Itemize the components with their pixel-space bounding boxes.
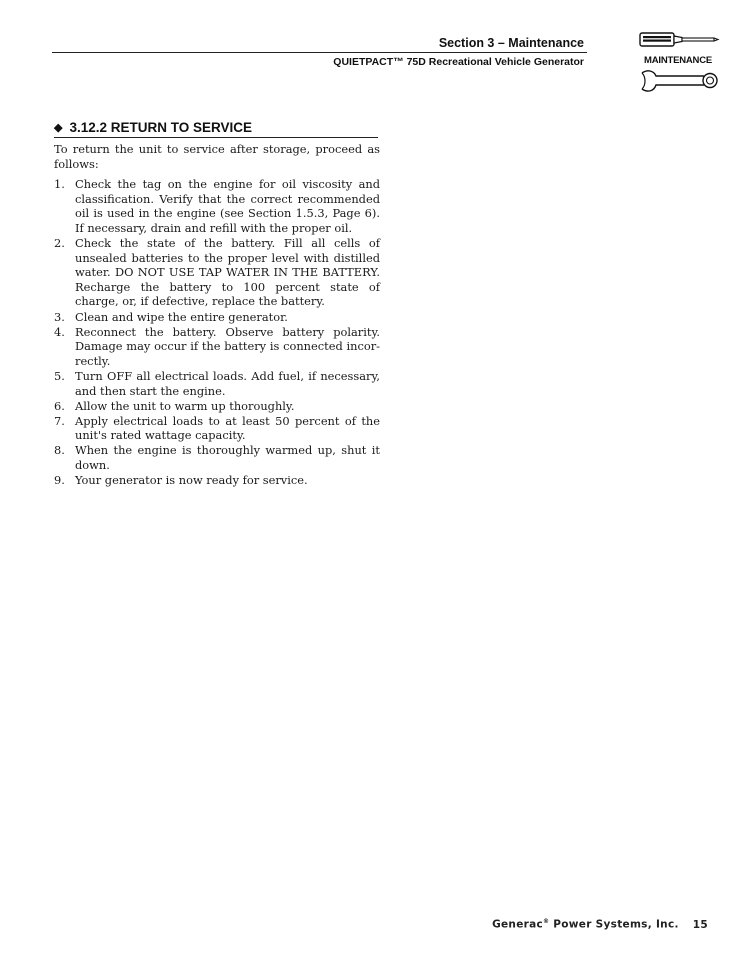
subsection-heading [54,120,378,138]
list-item [54,325,380,369]
step-number: 7. [54,413,65,428]
registered-mark: ® [543,918,550,925]
page-footer [492,918,708,931]
tab-label: MAINTENANCE [644,55,712,66]
step-number: 4. [54,324,65,339]
step-text: Reconnect the battery. Observe battery polarity. Damage may occur if the battery is connected incor-rectly. [75,324,380,368]
section-title: Section 3 – Maintenance [438,36,584,50]
header-rule [52,52,587,53]
step-text: Clean and wipe the entire generator. [75,309,288,324]
list-item [54,236,380,309]
step-number: 3. [54,309,65,324]
diamond-bullet-icon: ◆ [54,122,63,134]
list-item [54,177,380,235]
page-number: 15 [692,918,708,931]
step-text: Your generator is now ready for service. [75,473,308,488]
list-item [54,473,380,488]
steps-list [54,177,380,487]
list-item [54,443,380,472]
screwdriver-icon [638,30,722,52]
list-item [54,310,380,325]
footer-company-rest: Power Systems, Inc. [549,918,679,931]
maintenance-tab [638,30,722,94]
step-number: 5. [54,368,65,383]
step-number: 1. [54,177,65,192]
step-text: Check the state of the battery. Fill all cells of unsealed batteries to the proper level with distilled water. DO NOT USE TAP WATER IN THE BATTERY. Recharge the battery to 100 percent state of charge, or, if defective, replace the battery. [75,236,380,309]
step-text: When the engine is thoroughly warmed up, shut it down. [75,443,380,472]
subsection-title: 3.12.2 RETURN TO SERVICE [69,120,253,135]
wrench-icon [638,68,722,94]
step-text: Allow the unit to warm up thoroughly. [75,398,295,413]
step-text: Turn OFF all electrical loads. Add fuel, if necessary, and then start the engine. [75,368,380,398]
step-text: Check the tag on the engine for oil viscosity and classification. Verify that the correct recommended oil is used in the engine (see Section 1.5.3, Page 6). If necessary, drain and refill with the proper oil. [75,177,380,235]
list-item [54,399,380,414]
list-item [54,369,380,398]
step-number: 9. [54,473,65,488]
step-text: Apply electrical loads to at least 50 percent of the unit's rated wattage capacity. [75,413,380,443]
intro-paragraph: To return the unit to service after storage, proceed as follows: [54,142,380,171]
step-number: 8. [54,443,65,458]
product-title: QUIETPACT™ 75D Recreational Vehicle Generator [333,56,584,68]
body-text [54,142,380,488]
footer-company: Generac [492,918,544,931]
list-item [54,414,380,443]
step-number: 2. [54,236,65,251]
step-number: 6. [54,398,65,413]
